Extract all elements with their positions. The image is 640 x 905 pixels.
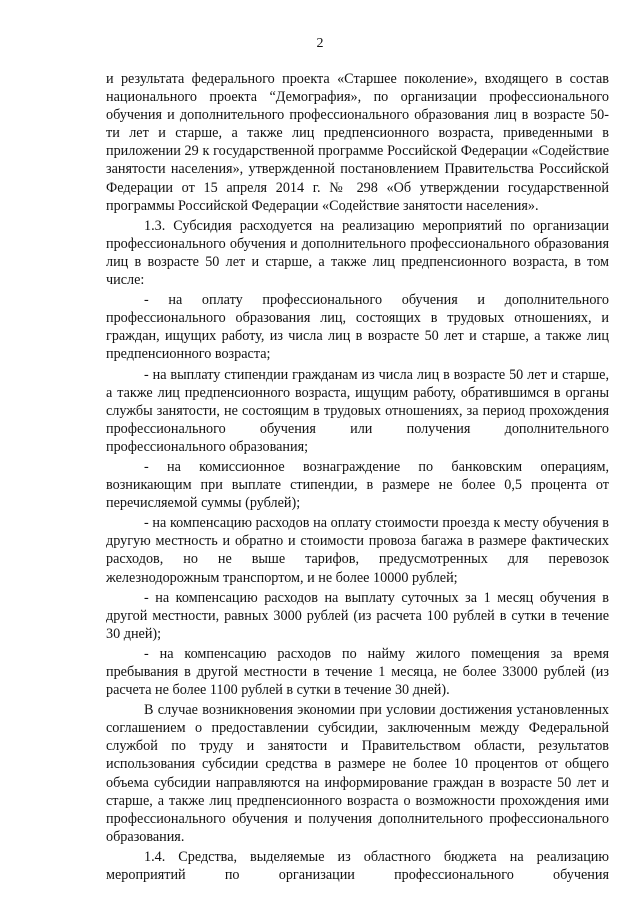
paragraph-intro-continuation: и результата федерального проекта «Старшее поколение», входящего в состав национального проекта “Демография», по организации профессионального обучения и дополнительного профессионального образования лиц в возрасте 50-ти лет и старше, а также лиц предпенсионного возраста, приведенными в приложении 29 к государственной программе Российской Федерации «Содействие занятости населения», утвержденной постановлением Правительства Российской Федерации от 15 апреля 2014 г. № 298 «Об утверждении государственной программы Российской Федерации «Содействие занятости населения».: [106, 71, 609, 214]
list-item-training-payment: - на оплату профессионального обучения и дополнительного профессионального образования лиц, состоящих в трудовых отношениях, и граждан, ищущих работу, из числа лиц в возрасте 50 лет и старше, а также лиц предпенсионного возраста;: [106, 292, 609, 363]
document-body: [106, 70, 609, 886]
page-number: 2: [316, 36, 324, 51]
paragraph-clause-1-4: 1.4. Средства, выделяемые из областного бюджета на реализацию мероприятий по организации профессионального обучения: [106, 848, 609, 884]
list-item-daily-allowance: - на компенсацию расходов на выплату суточных за 1 месяц обучения в другой местности, равных 3000 рублей (из расчета 100 рублей в сутки в течение 30 дней);: [106, 589, 609, 642]
list-item-travel-compensation: - на компенсацию расходов на оплату стоимости проезда к месту обучения в другую местность и обратно и стоимости провоза багажа в размере фактических расходов, но не выше тарифов, предусмотренных для перевозок железнодорожным транспортом, и не более 10000 рублей;: [106, 515, 609, 586]
list-item-housing-compensation: - на компенсацию расходов по найму жилого помещения за время пребывания в другой местности в течение 1 месяца, не более 33000 рублей (из расчета не более 1100 рублей в сутки в течение 30 дней).: [106, 645, 609, 699]
paragraph-clause-1-3: 1.3. Субсидия расходуется на реализацию мероприятий по организации профессионального обучения и дополнительного профессионального образования лиц в возрасте 50 лет и старше, а также лиц предпенсионного возраста, в том числе:: [106, 217, 609, 289]
paragraph-savings: В случае возникновения экономии при условии достижения установленных соглашением о предоставлении субсидии, заключенным между Федеральной службой по труду и занятости и Правительством области, результатов использования субсидии средства в размере не более 10 процентов от общего объема субсидии направляются на информирование граждан в возрасте 50 лет и старше, а также лиц предпенсионного возраста о возможности прохождения ими профессионального обучения и получения дополнительного профессионального образования.: [106, 702, 609, 845]
list-item-bank-commission: - на комиссионное вознаграждение по банковским операциям, возникающим при выплате стипендии, в размере не более 0,5 процента от перечисляемой суммы (рублей);: [106, 458, 609, 512]
list-item-stipend-payment: - на выплату стипендии гражданам из числа лиц в возрасте 50 лет и старше, а также лиц предпенсионного возраста, ищущим работу, обратившимся в органы службы занятости, не состоящим в трудовых отношениях, за период прохождения профессионального обучения или получения дополнительного профессионального образования;: [106, 366, 609, 455]
